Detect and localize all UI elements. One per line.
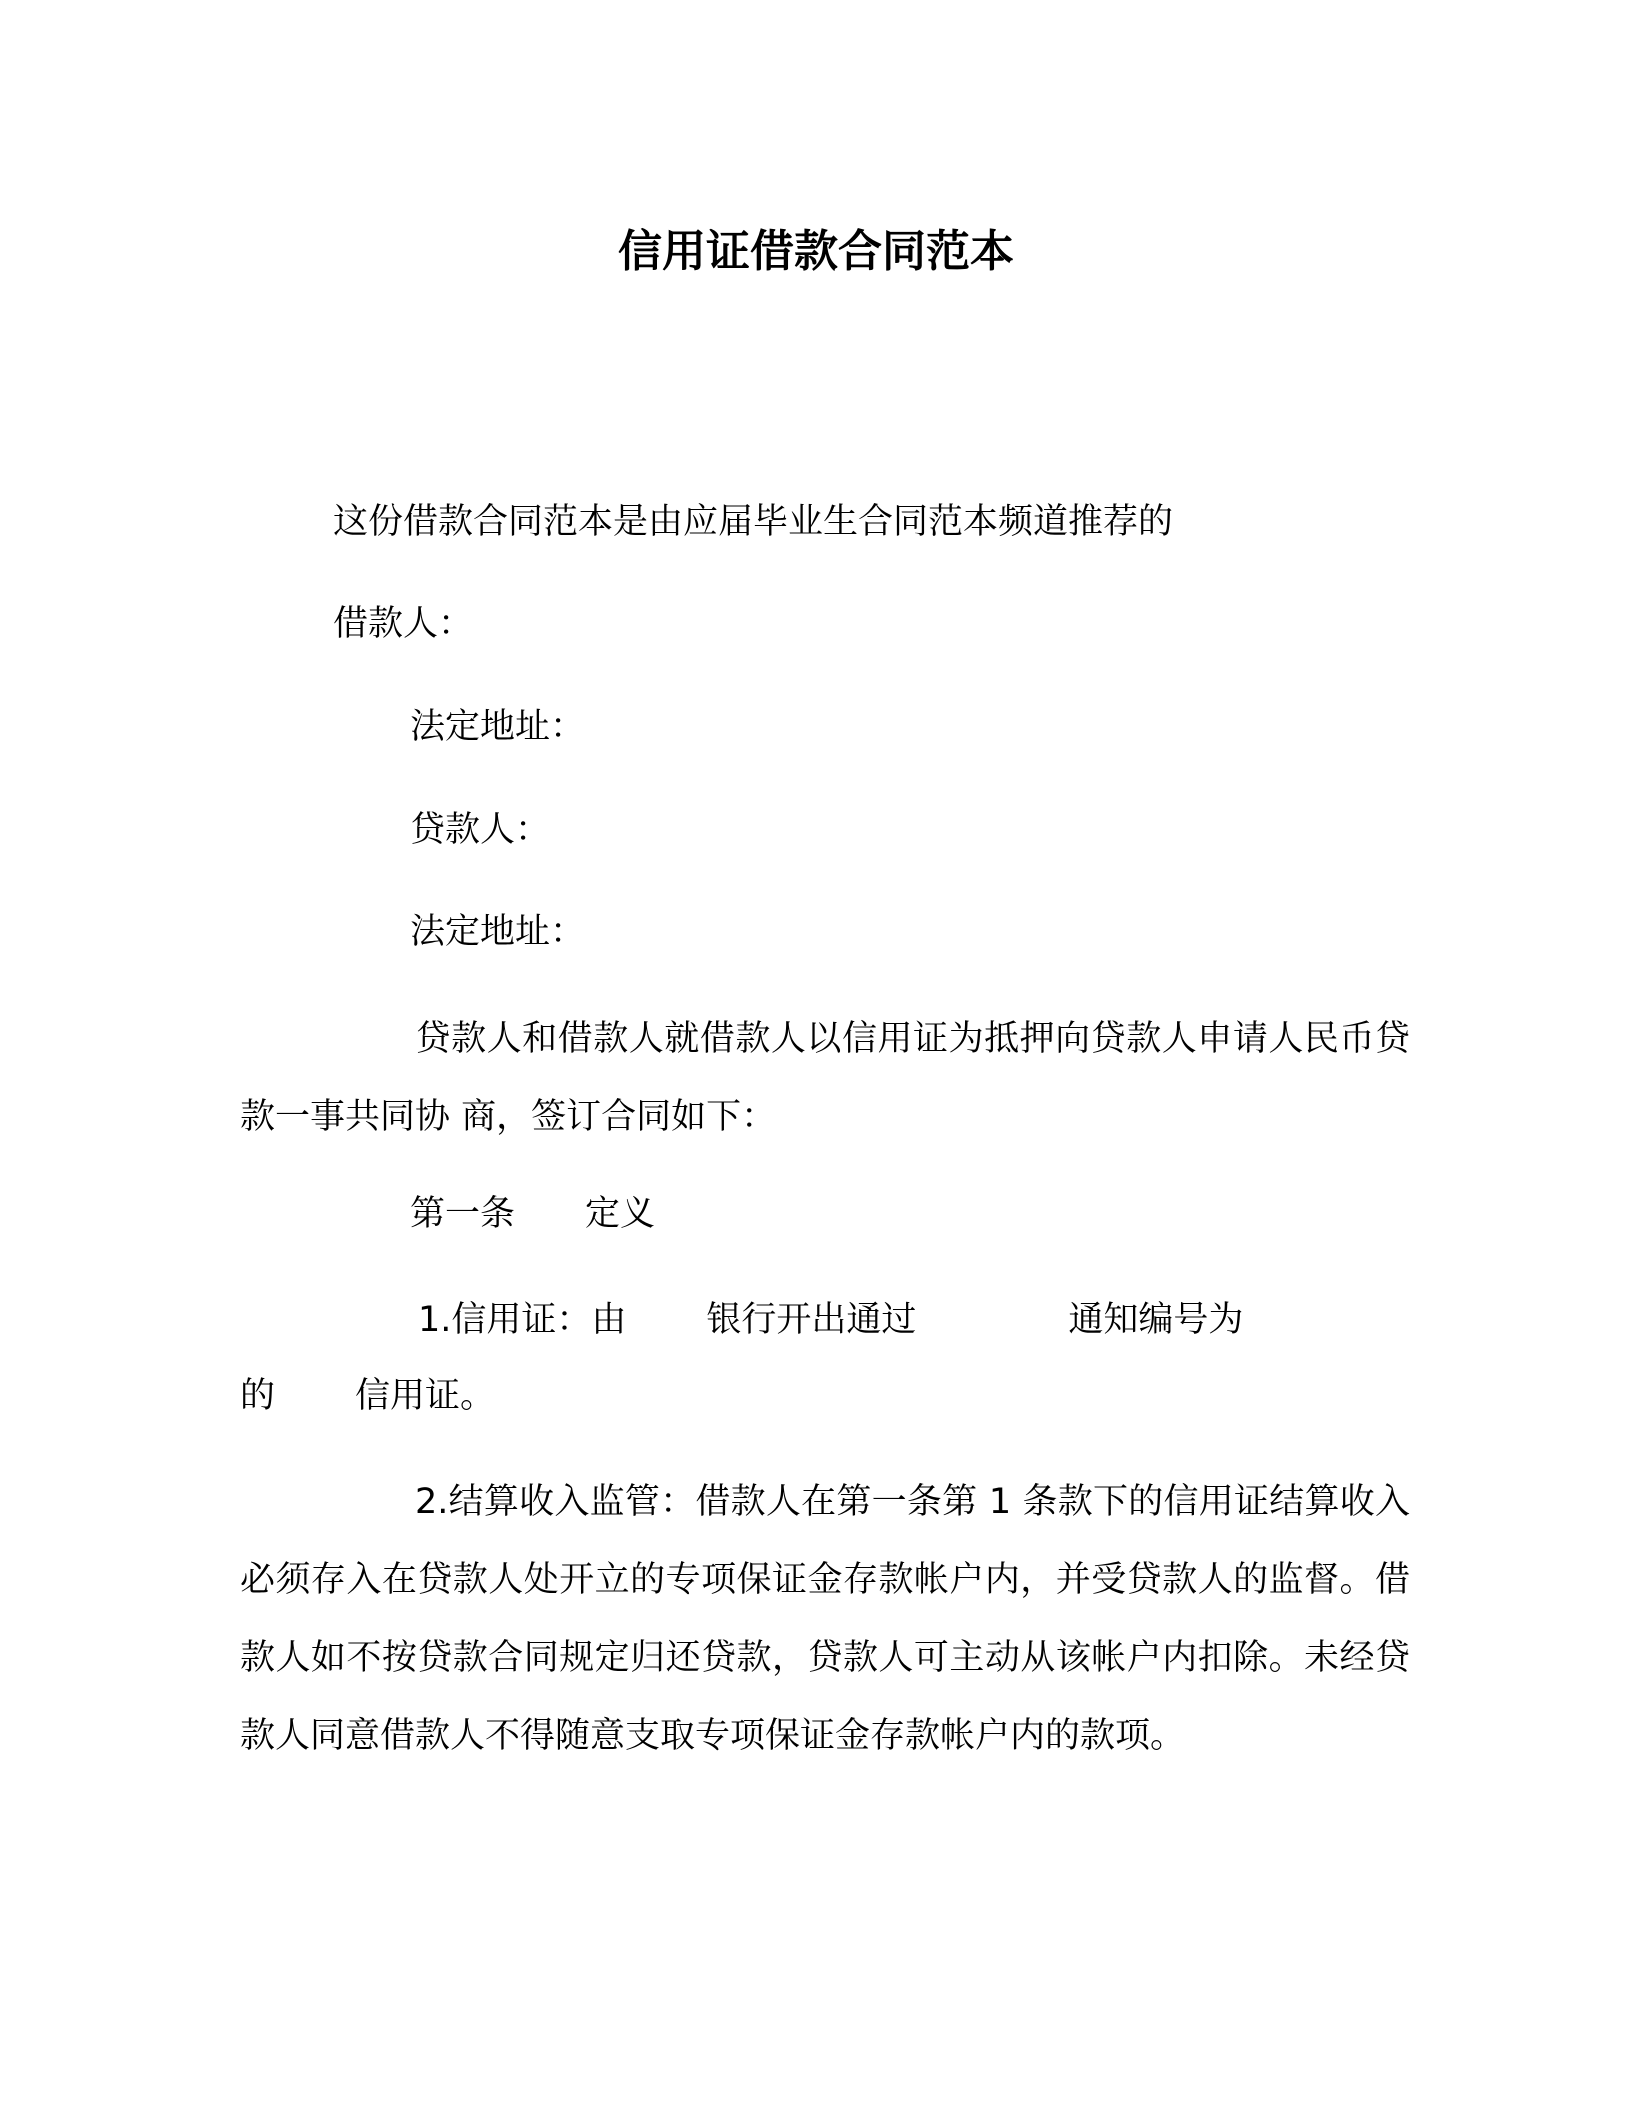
clause-1-part-b: 银行开出通过 — [706, 1300, 917, 1340]
clause-1-part-d: 的 — [240, 1376, 276, 1416]
clause-2-text: 2.结算收入监管：借款人在第一条第 1 条款下的信用证结算收入必须存入在贷款人处开立的专项保证金存款帐户内，并受贷款人的监督。借款人如不按贷款合同规定归还贷款，贷款人可主动从该帐户内扣除。未经贷款人同意借款人不得随意支取专项保证金存款帐户内的款项。 — [240, 1482, 1410, 1756]
clause-1-line-1 — [418, 1296, 1243, 1344]
lender-label: 贷款人： — [410, 810, 551, 850]
intro-text: 这份借款合同范本是由应届毕业生合同范本频道推荐的 — [333, 502, 1174, 542]
clause-2-paragraph — [240, 1463, 1410, 1775]
clause-1-part-e: 信用证。 — [355, 1376, 496, 1416]
article-1-heading — [410, 1190, 655, 1238]
borrower-label: 借款人： — [333, 604, 474, 644]
clause-1-part-c: 通知编号为 — [1068, 1300, 1244, 1340]
clause-1-line-2 — [240, 1372, 495, 1420]
preamble-text: 贷款人和借款人就借款人以信用证为抵押向贷款人申请人民币贷款一事共同协 商，签订合同如下： — [240, 1019, 1410, 1137]
preamble-paragraph — [240, 1000, 1410, 1156]
lender-address-label: 法定地址： — [410, 912, 586, 952]
document-title: 信用证借款合同范本 — [618, 226, 1014, 277]
clause-1-part-a: 1.信用证：由 — [418, 1300, 627, 1340]
borrower-address-label: 法定地址： — [410, 707, 586, 747]
article-number: 第一条 — [410, 1194, 516, 1234]
article-title: 定义 — [585, 1194, 656, 1234]
